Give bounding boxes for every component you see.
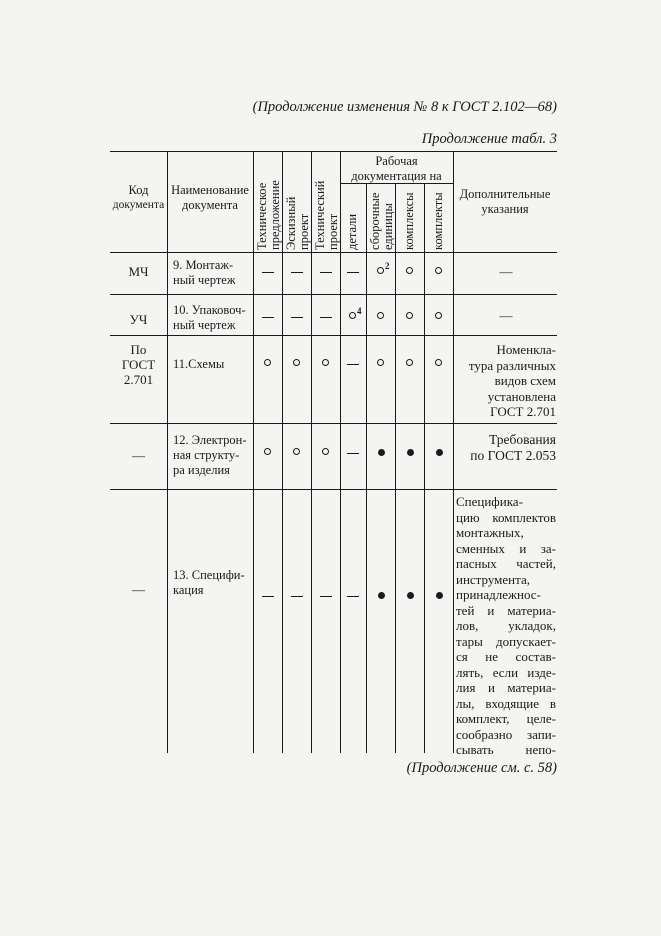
column-tech-project: Технический проект	[313, 180, 340, 250]
row-code-line: МЧ	[128, 264, 149, 279]
open-circle-mark	[406, 267, 413, 274]
row-notes-line: ГОСТ 2.701	[490, 404, 556, 419]
dash-mark	[347, 596, 359, 597]
open-circle-mark	[264, 448, 271, 455]
row-name-line: кация	[173, 583, 204, 597]
row-notes-line: —	[499, 264, 513, 279]
row-code-line: —	[132, 448, 145, 463]
row-notes-line: сообразно запи-	[456, 726, 556, 742]
dash-mark	[347, 364, 359, 365]
filled-circle-mark	[378, 449, 385, 456]
row-notes-line: цию комплектов	[456, 509, 556, 525]
row-name	[173, 258, 251, 288]
row-notes-line: инструмента,	[456, 571, 530, 587]
row-code	[110, 448, 167, 463]
dash-mark	[291, 596, 303, 597]
row-name	[173, 303, 251, 333]
row-code-line: ГОСТ	[121, 357, 156, 372]
row-notes-line: по ГОСТ 2.053	[470, 447, 556, 463]
row-name	[173, 357, 251, 372]
row-code-line: 2.701	[123, 372, 154, 387]
row-name-line: 13. Специфи-	[173, 568, 245, 582]
dash-mark	[262, 272, 274, 273]
row-code-line: —	[132, 582, 145, 597]
row-code-line: По	[130, 342, 147, 357]
open-circle-mark	[377, 312, 384, 319]
column-parts: детали	[345, 213, 359, 250]
filled-circle-mark	[436, 592, 443, 599]
row-notes-line: сывать непо-	[456, 742, 556, 757]
open-circle-mark	[322, 359, 329, 366]
column-draft: Эскизный проект	[284, 196, 311, 250]
open-circle-mark	[435, 267, 442, 274]
row-name-line: ра изделия	[173, 463, 230, 477]
open-circle-mark	[406, 312, 413, 319]
row-name	[173, 568, 251, 598]
row-name-line: ный чертеж	[173, 318, 236, 332]
row-notes-line: монтажных,	[456, 525, 524, 540]
dash-mark	[320, 596, 332, 597]
dash-mark	[347, 272, 359, 273]
column-name: Наименование документа	[171, 183, 249, 212]
dash-mark	[320, 272, 332, 273]
row-code-line: УЧ	[129, 312, 148, 327]
open-circle-mark	[435, 359, 442, 366]
column-sets: комплекты	[431, 192, 445, 250]
table-continuation-label: Продолжение табл. 3	[421, 131, 557, 147]
row-notes	[456, 494, 556, 758]
row-notes-line: тура различных	[468, 357, 556, 373]
continuation-footer: (Продолжение см. с. 58)	[406, 760, 557, 776]
mark-footnote: 2	[385, 261, 390, 271]
filled-circle-mark	[436, 449, 443, 456]
open-circle-mark	[377, 359, 384, 366]
filled-circle-mark	[407, 449, 414, 456]
dash-mark	[347, 453, 359, 454]
row-code	[110, 264, 167, 279]
open-circle-mark	[406, 359, 413, 366]
row-notes-line: сменных и за-	[456, 540, 556, 556]
row-name-line: ная структу-	[173, 448, 240, 462]
dash-mark	[291, 272, 303, 273]
row-name-line: 11.Схемы	[173, 357, 225, 371]
open-circle-mark	[377, 261, 390, 274]
row-notes-line: —	[499, 308, 513, 323]
open-circle-mark	[293, 359, 300, 366]
row-code	[110, 582, 167, 597]
filled-circle-mark	[407, 592, 414, 599]
filled-circle-mark	[378, 592, 385, 599]
column-notes: Дополнительные указания	[459, 187, 551, 216]
dash-mark	[320, 317, 332, 318]
column-tech-proposal: Техническое предложение	[255, 180, 282, 250]
column-working-doc: Рабочая документация на	[351, 154, 442, 183]
open-circle-mark	[435, 312, 442, 319]
row-notes-line: лия и материа-	[456, 680, 556, 695]
row-name-line: 12. Электрон-	[173, 433, 247, 447]
row-notes-line: комплект, целе-	[456, 711, 556, 726]
row-notes-line: принадлежнос-	[456, 587, 541, 602]
row-notes-line: лов, укладок,	[456, 618, 556, 633]
row-notes-line: Специфика-	[456, 494, 523, 509]
column-code: Код документа	[112, 183, 165, 211]
row-notes-line: тей и материа-	[456, 602, 556, 618]
open-circle-mark	[349, 306, 362, 319]
row-code	[110, 312, 167, 327]
mark-footnote: 4	[357, 306, 362, 316]
row-notes-line: ся не состав-	[456, 649, 556, 664]
open-circle-mark	[293, 448, 300, 455]
row-notes-line: лы, входящие в	[456, 695, 556, 711]
dash-mark	[262, 317, 274, 318]
row-name-line: 10. Упаковоч-	[173, 303, 246, 317]
row-notes	[456, 432, 556, 463]
row-notes-line: тары допускает-	[456, 633, 556, 649]
dash-mark	[262, 596, 274, 597]
row-notes-line: видов схем	[494, 373, 556, 388]
row-name-line: ный чертеж	[173, 273, 236, 287]
row-notes	[456, 308, 556, 324]
row-name-line: 9. Монтаж-	[173, 258, 234, 272]
row-notes	[456, 264, 556, 280]
column-assembly: сборочные единицы	[368, 192, 395, 250]
dash-mark	[291, 317, 303, 318]
column-kits: комплексы	[402, 192, 416, 250]
row-notes-line: установлена	[487, 388, 556, 404]
row-notes	[456, 342, 556, 420]
continuation-header: (Продолжение изменения № 8 к ГОСТ 2.102—68)	[252, 99, 557, 115]
open-circle-mark	[264, 359, 271, 366]
row-notes-line: Требования	[489, 432, 556, 447]
row-notes-line: лять, если изде-	[456, 664, 556, 680]
row-name	[173, 433, 251, 478]
row-notes-line: Номенкла-	[496, 342, 556, 357]
open-circle-mark	[322, 448, 329, 455]
row-notes-line: пасных частей,	[456, 556, 556, 571]
row-code	[110, 342, 167, 387]
